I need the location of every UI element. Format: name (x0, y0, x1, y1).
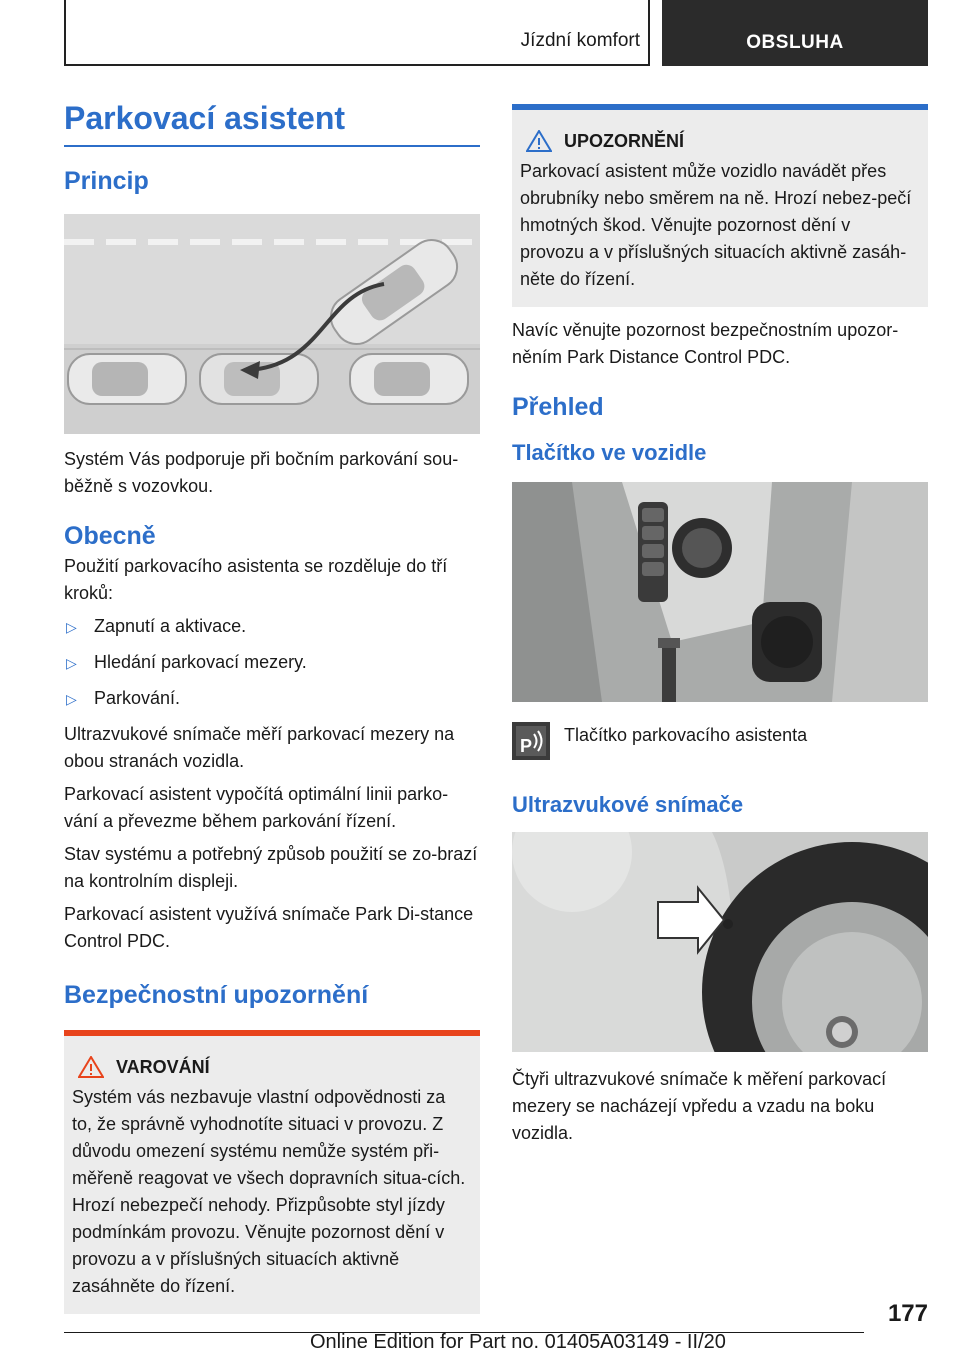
parking-assistant-button-icon (512, 722, 550, 760)
svg-text:P: P (520, 736, 533, 756)
left-column (64, 100, 480, 1314)
right-column (512, 104, 928, 1147)
sensor-illustration (512, 832, 928, 1052)
caution-text: Parkovací asistent může vozidlo navádět přes obrubníky nebo směrem na ně. Hrozí nebez‐pečí hmotných škod. Věnujte pozornost dění v provozu a v příslušných situacích aktivně zasáh‐něte do řízení. (520, 161, 912, 289)
sensors-text: Čtyři ultrazvukové snímače k měření parkovací mezery se nacházejí vpředu a vzadu na boku vozidla. (512, 1069, 887, 1143)
triangle-bullet-icon: ▷ (66, 619, 77, 635)
caution-header (520, 130, 918, 152)
general-heading: Obecně (64, 522, 156, 550)
sensors-heading: Ultrazvukové snímače (512, 792, 744, 817)
parking-principle-illustration (64, 214, 480, 434)
parked-car-left (68, 354, 186, 404)
sensor-location-photo (512, 832, 928, 1052)
chapter-tab: OBSLUHA (662, 0, 928, 66)
caution-triangle-icon (526, 130, 552, 152)
paragraph-sensors: Ultrazvukové snímače měří parkovací mezery na obou stranách vozidla. (64, 724, 455, 771)
list-item: ▷ Parkování. (64, 685, 480, 713)
overview-heading: Přehled (512, 393, 604, 421)
warning-header (72, 1056, 470, 1078)
button-heading: Tlačítko ve vozidle (512, 440, 707, 465)
parking-diagram (64, 214, 480, 434)
triangle-bullet-icon: ▷ (66, 691, 77, 707)
list-item: ▷ Hledání parkovací mezery. (64, 649, 480, 677)
pdc-note: Navíc věnujte pozornost bezpečnostním upozor‐něním Park Distance Control PDC. (512, 320, 899, 367)
button-caption-row (512, 722, 928, 760)
warning-triangle-icon (78, 1056, 104, 1078)
console-illustration (512, 482, 928, 702)
warning-label: VAROVÁNÍ (116, 1056, 210, 1077)
list-item: ▷ Zapnutí a aktivace. (64, 613, 480, 641)
triangle-bullet-icon: ▷ (66, 655, 77, 671)
safety-heading: Bezpečnostní upozornění (64, 981, 369, 1009)
parked-car-right (350, 354, 468, 404)
general-intro: Použití parkovacího asistenta se rozděluje do tří kroků: (64, 556, 448, 603)
warning-box (64, 1030, 480, 1314)
principle-text: Systém Vás podporuje při bočním parkování sou‐běžně s vozovkou. (64, 449, 459, 496)
center-console-photo (512, 482, 928, 702)
steps-list (64, 613, 480, 713)
warning-text: Systém vás nezbavuje vlastní odpovědnosti za to, že správně vyhodnotíte situaci v provozu. Z důvodu omezení systému nemůže systém při‐měřeně reagovat ve všech dopravních situa‐cích. Hrozí nebezpečí nehody. Přizpůsobte styl jízdy podmínkám provozu. Věnujte pozornost dění v provozu a v příslušných situacích aktivně zasáhněte do řízení. (72, 1087, 466, 1296)
paragraph-pdc: Parkovací asistent využívá snímače Park Di‐stance Control PDC. (64, 904, 474, 951)
paragraph-display: Stav systému a potřebný způsob použití se zo‐brazí na kontrolním displeji. (64, 844, 478, 891)
caution-label: UPOZORNĚNÍ (564, 130, 685, 151)
paragraph-calculation: Parkovací asistent vypočítá optimální linii parko‐vání a převezme během parkování řízení. (64, 784, 449, 831)
button-caption: Tlačítko parkovacího asistenta (564, 725, 808, 745)
page-number: 177 (887, 1300, 928, 1327)
page-title: Parkovací asistent (64, 100, 480, 147)
section-title: Jízdní komfort (520, 30, 640, 51)
principle-heading: Princip (64, 167, 149, 195)
edition-footer: Online Edition for Part no. 01405A03149 - II/20 (310, 1331, 726, 1353)
caution-box (512, 104, 928, 307)
